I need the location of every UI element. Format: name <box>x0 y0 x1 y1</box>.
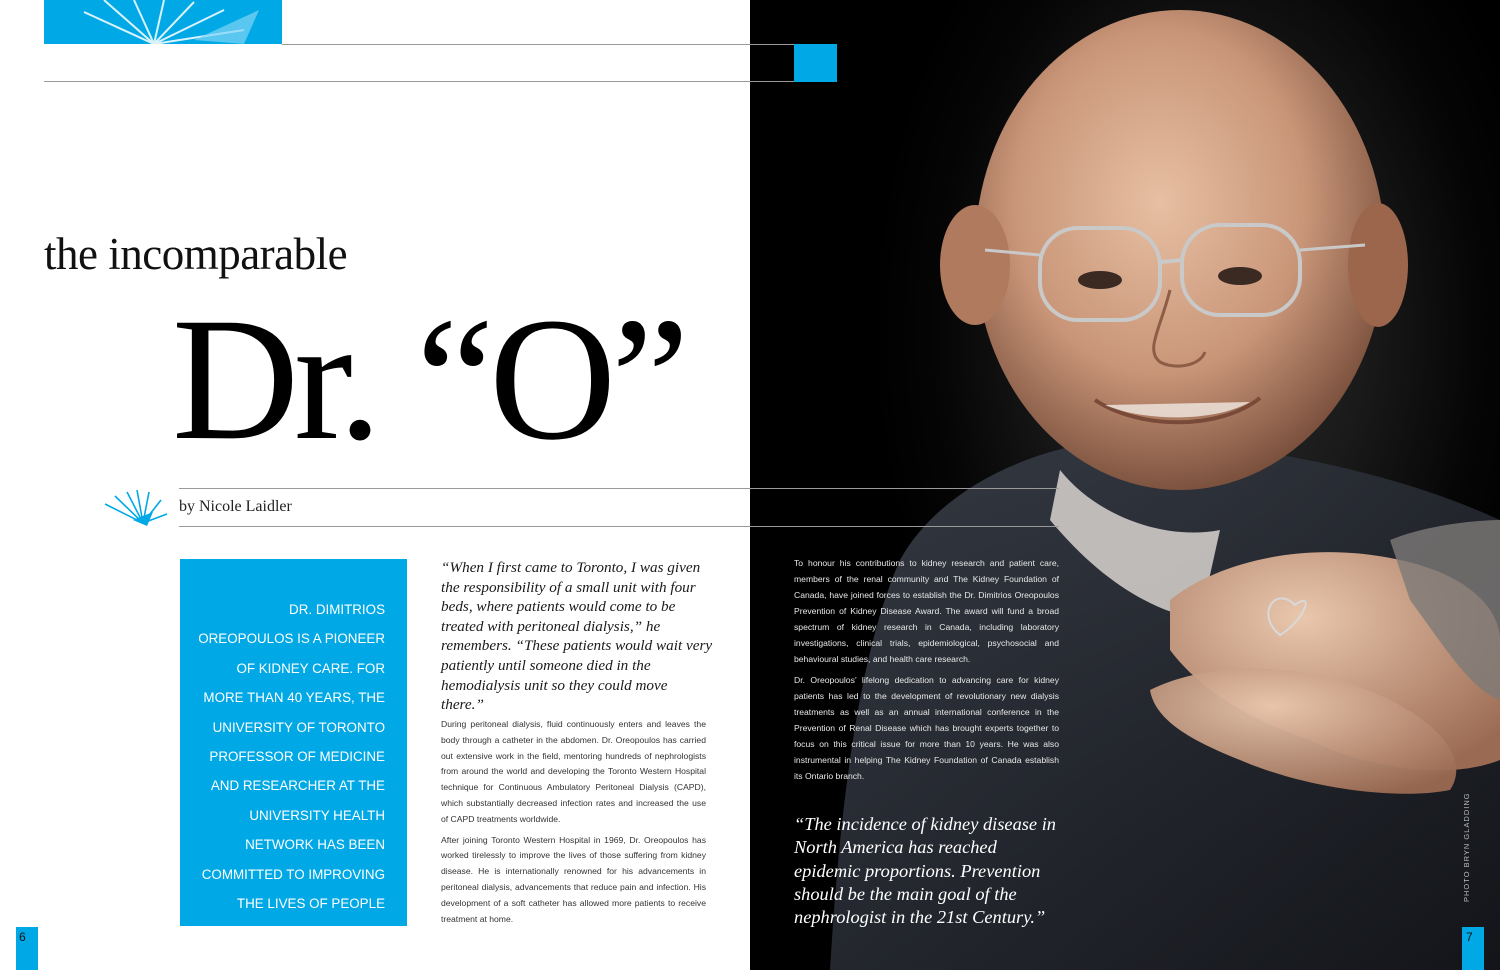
title-kicker: the incomparable <box>44 229 348 279</box>
corner-accent-block <box>44 0 282 44</box>
callout-box <box>180 559 407 970</box>
body-paragraph: After joining Toronto Western Hospital in 1969, Dr. Oreopoulos has worked tirelessly to improve the lives of those suffering from kidney disease. He is internationally renowned for his advancements in peritoneal dialysis, advancements that reduce pain and infection. His development of a soft catheter has allowed more patients to receive treatment at home. <box>441 834 706 924</box>
accent-square <box>794 44 837 82</box>
headline: Dr. “O” <box>172 282 685 477</box>
callout-text: DR. DIMITRIOS OREOPOULOS IS A PIONEER OF KIDNEY CARE. FOR MORE THAN 40 YEARS, THE UNIVERSITY OF TORONTO PROFESSOR OF MEDICINE AND RESEARCHER AT THE UNIVERSITY HEALTH NETWORK HAS BEEN COMMITTED TO IMPROVING THE LIVES OF PEOPLE LIVING WITH KIDNEY DISEASE. <box>198 602 385 970</box>
body-paragraph: During peritoneal dialysis, fluid continuously enters and leaves the body through a catheter in the abdomen. Dr. Oreopoulos has carried out extensive work in the field, mentoring hundreds of nephrologists from around the world and developing the Toronto Western Hospital technique for Continuous Ambulatory Peritoneal Dialysis (CAPD), which substantially decreased infection rates and increased the use of CAPD treatments worldwide. <box>441 719 706 824</box>
body-column-1 <box>441 717 706 932</box>
starburst-graphic <box>44 0 282 44</box>
byline-rule-top <box>179 488 1059 489</box>
top-rule-1 <box>282 44 794 45</box>
body-paragraph: Dr. Oreopoulos’ lifelong dedication to advancing care for kidney patients has led to the development of revolutionary new dialysis treatments as well as an annual international conference in the Prevention of Renal Disease which has brought experts together to focus on this critical issue for more than 10 years. He was also instrumental in helping The Kidney Foundation of Canada establish its Ontario branch. <box>794 675 1059 781</box>
body-paragraph: To honour his contributions to kidney research and patient care, members of the renal community and The Kidney Foundation of Canada, have joined forces to establish the Dr. Dimitrios Oreopoulos Prevention of Kidney Disease Award. The award will fund a broad spectrum of kidney research in Canada, including laboratory investigations, clinical trials, epidemiological, psychosocial and behavioural studies, and health care research. <box>794 558 1059 664</box>
page-number-left: 6 <box>19 930 26 944</box>
body-column-2 <box>794 555 1059 789</box>
page-number-right: 7 <box>1466 930 1473 944</box>
pullquote-right: “The incidence of kidney disease in North America has reached epidemic proportions. Prevention should be the main goal of the nephrologist in the 21st Century.” <box>794 814 1056 928</box>
starburst-icon <box>103 490 169 526</box>
byline-rule-bottom <box>179 526 1059 527</box>
byline: by Nicole Laidler <box>179 498 292 515</box>
top-rule-2 <box>44 81 794 82</box>
pullquote-left: “When I first came to Toronto, I was given the responsibility of a small unit with four beds, where patients would come to be treated with peritoneal dialysis,” he remembers. “These patients would wait very patiently until someone died in the hemodialysis unit so they could move there.” <box>441 559 713 714</box>
photo-credit: PHOTO BRYN GLADDING <box>1462 792 1471 902</box>
